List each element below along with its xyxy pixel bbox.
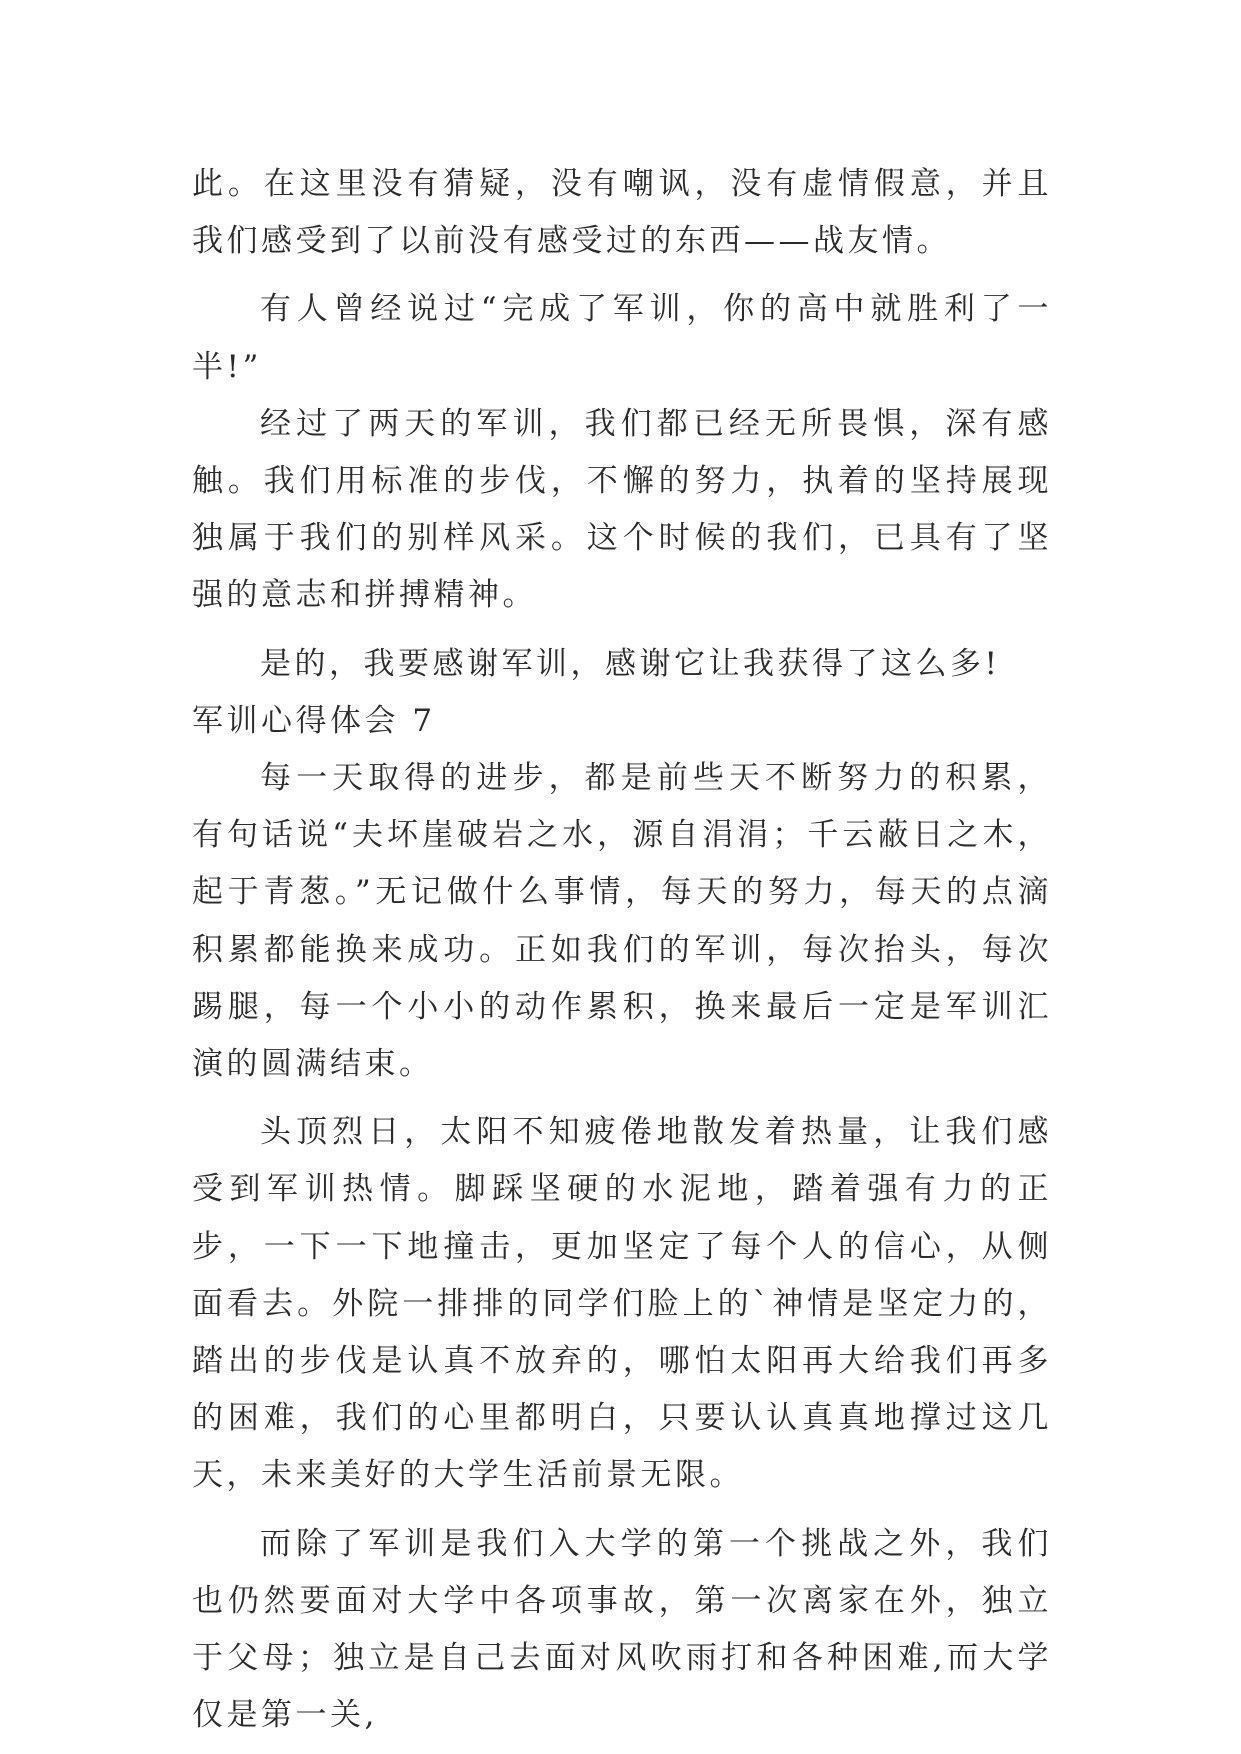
- paragraph: 每一天取得的进步，都是前些天不断努力的积累，有句话说“夫坏崖破岩之水，源自涓涓；千云蔽日之木，起于青葱。”无记做什么事情，每天的努力，每天的点滴积累都能换来成功。正如我们的军训，每次抬头，每次踢腿，每一个小小的动作累积，换来最后一定是军训汇演的圆满结束。: [192, 760, 1052, 1083]
- paragraph: 此。在这里没有猜疑，没有嘲讽，没有虚情假意，并且我们感受到了以前没有感受过的东西——战友情。: [192, 166, 1052, 260]
- paragraph: 经过了两天的军训，我们都已经无所畏惧，深有感触。我们用标准的步伐，不懈的努力，执着的坚持展现独属于我们的别样风采。这个时候的我们，已具有了坚强的意志和拼搏精神。: [192, 405, 1052, 614]
- section-heading: 军训心得体会 7: [192, 702, 436, 739]
- paragraph: 头顶烈日，太阳不知疲倦地散发着热量，让我们感受到军训热情。脚踩坚硬的水泥地，踏着强有力的正步，一下一下地撞击，更加坚定了每个人的信心，从侧面看去。外院一排排的同学们脸上的`神情是坚定力的，踏出的步伐是认真不放弃的，哪怕太阳再大给我们再多的困难，我们的心里都明白，只要认认真真地撑过这几天，未来美好的大学生活前景无限。: [192, 1114, 1052, 1494]
- paragraph: 是的，我要感谢军训，感谢它让我获得了这么多!: [260, 645, 1001, 682]
- paragraph: 有人曾经说过“完成了军训，你的高中就胜利了一半!”: [192, 291, 1052, 385]
- paragraph: 而除了军训是我们入大学的第一个挑战之外，我们也仍然要面对大学中各项事故，第一次离家在外，独立于父母；独立是自己去面对风吹雨打和各种困难,而大学仅是第一关,: [192, 1525, 1052, 1734]
- document-body: [192, 156, 1052, 1744]
